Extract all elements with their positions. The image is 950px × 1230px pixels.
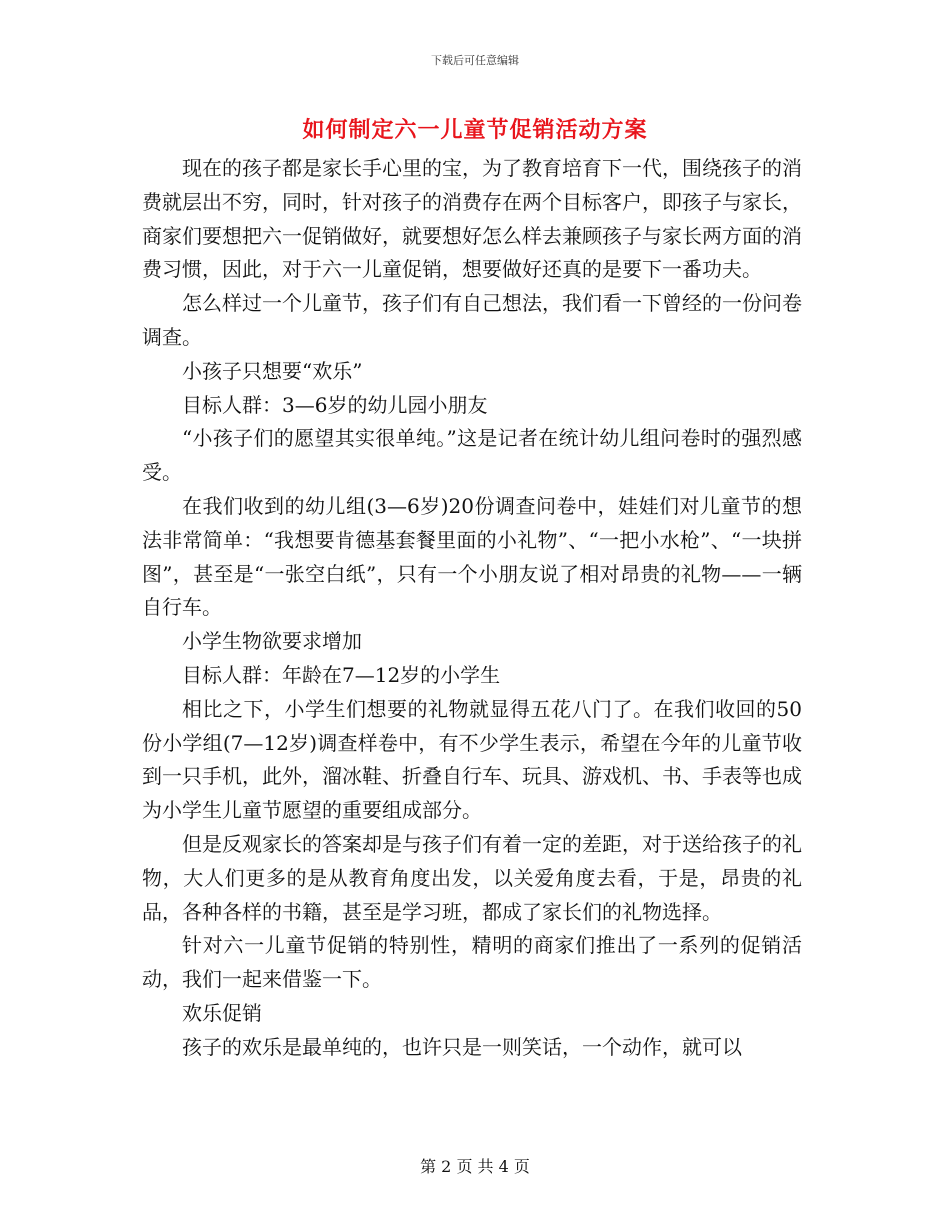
section-heading-young-children: 小孩子只想要“欢乐” xyxy=(182,358,363,383)
paragraph-joy: 孩子的欢乐是最单纯的，也许只是一则笑话，一个动作，就可以 xyxy=(182,1034,742,1059)
paragraph-parents: 但是反观家长的答案却是与孩子们有着一定的差距，对于送给孩子的礼物，大人们更多的是从教育角度出发，以关爱角度去看，于是，昂贵的礼品，各种各样的书籍，甚至是学习班，都成了家长们的礼物选择。 xyxy=(142,831,802,924)
paragraph-young-survey: 在我们收到的幼儿组(3—6岁)20份调查问卷中，娃娃们对儿童节的想法非常简单：“我想要肯德基套餐里面的小礼物”、“一把小水枪”、“一块拼图”，甚至是“一张空白纸”，只有一个小朋友说了相对昂贵的礼物——一辆自行车。 xyxy=(142,493,802,620)
page-footer: 第 2 页 共 4 页 xyxy=(420,1157,530,1176)
document-title: 如何制定六一儿童节促销活动方案 xyxy=(302,117,648,143)
target-group-pupils: 目标人群：年龄在7—12岁的小学生 xyxy=(182,662,501,687)
paragraph-intro: 现在的孩子都是家长手心里的宝，为了教育培育下一代，围绕孩子的消费就层出不穷，同时，针对孩子的消费存在两个目标客户，即孩子与家长，商家们要想把六一促销做好，就要想好怎么样去兼顾孩子与家长两方面的消费习惯，因此，对于六一儿童促销，想要做好还真的是要下一番功夫。 xyxy=(142,156,802,282)
paragraph-survey-intro: 怎么样过一个儿童节，孩子们有自己想法，我们看一下曾经的一份问卷调查。 xyxy=(142,291,802,349)
paragraph-young-quote: “小孩子们的愿望其实很单纯。”这是记者在统计幼儿组问卷时的强烈感受。 xyxy=(142,426,802,485)
section-heading-joy-promotion: 欢乐促销 xyxy=(182,1000,262,1025)
header-note: 下载后可任意编辑 xyxy=(431,54,519,67)
paragraph-pupils-survey: 相比之下，小学生们想要的礼物就显得五花八门了。在我们收回的50份小学组(7—12岁)调查样卷中，有不少学生表示，希望在今年的儿童节收到一只手机，此外，溜冰鞋、折叠自行车、玩具、游戏机、书、手表等也成为小学生儿童节愿望的重要组成部分。 xyxy=(142,696,802,823)
paragraph-merchants: 针对六一儿童节促销的特别性，精明的商家们推出了一系列的促销活动，我们一起来借鉴一下。 xyxy=(142,933,802,992)
target-group-young-children: 目标人群：3—6岁的幼儿园小朋友 xyxy=(182,392,488,417)
section-heading-pupils: 小学生物欲要求增加 xyxy=(182,629,362,654)
document-body xyxy=(142,152,802,1065)
